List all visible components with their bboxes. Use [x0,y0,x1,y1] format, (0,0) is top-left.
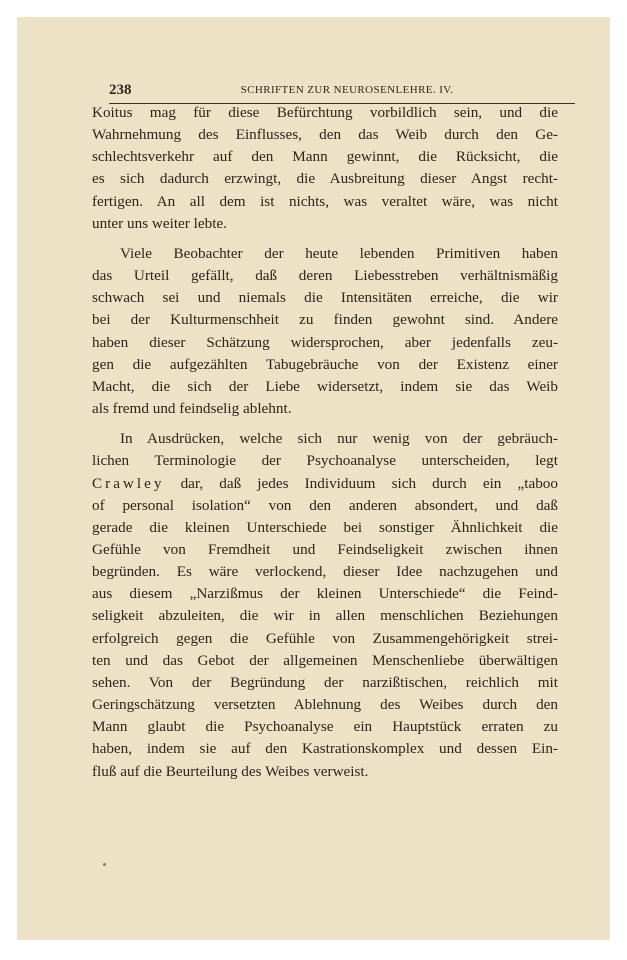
text-line: lichen Terminologie der Psychoanalyse unterscheiden, legt [92,452,558,470]
text-line: schlechtsverkehr auf den Mann gewinnt, die Rücksicht, die [92,148,558,166]
text-line: sehen. Von der Begründung der narzißtischen, reichlich mit [92,673,558,691]
text-fragment: dar, daß jedes Individuum sich durch ein „taboo [164,474,558,492]
page-header [109,81,575,104]
text-line: In Ausdrücken, welche sich nur wenig von der gebräuch- [120,430,558,448]
page-number: 238 [109,82,132,98]
text-line: gen die aufgezählten Tabugebräuche von der Existenz einer [92,355,558,373]
text-line: seligkeit abzuleiten, die wir in allen menschlichen Beziehungen [92,607,558,625]
paper-speck [103,863,106,866]
text-line: haben, indem sie auf den Kastrationskomplex und dessen Ein- [92,740,558,758]
text-line: fluß auf die Beurteilung des Weibes verweist. [92,762,369,780]
text-line: fertigen. An all dem ist nichts, was veraltet wäre, was nicht [92,192,558,210]
text-line: bei der Kulturmenschheit zu finden gewohnt sind. Andere [92,311,558,329]
text-line: begründen. Es wäre verlockend, dieser Idee nachzugehen und [92,563,558,581]
paragraph-3 [92,428,558,783]
text-line: es sich dadurch erzwingt, die Ausbreitung dieser Angst recht- [92,170,558,188]
text-line: Viele Beobachter der heute lebenden Primitiven haben [120,244,558,262]
text-line: erfolgreich gegen die Gefühle von Zusammengehörigkeit strei- [92,629,558,647]
text-line: schwach sei und niemals die Intensitäten erreiche, die wir [92,289,558,307]
paragraph-2 [92,243,558,420]
text-line: das Urteil gefällt, daß deren Liebesstreben verhältnismäßig [92,267,558,285]
text-line-with-author [92,473,558,495]
body-text [92,102,558,783]
text-line: Geringschätzung versetzten Ablehnung des Weibes durch den [92,696,558,714]
text-line: Gefühle von Fremdheit und Feindseligkeit zwischen ihnen [92,540,558,558]
text-line: unter uns weiter lebte. [92,214,227,232]
text-line: Macht, die sich der Liebe widersetzt, indem sie das Weib [92,377,558,395]
author-name: Crawley [92,474,165,492]
text-line: Koitus mag für diese Befürchtung vorbildlich sein, und die [92,104,558,121]
text-line: ten und das Gebot der allgemeinen Menschenliebe überwältigen [92,651,558,669]
text-line: aus diesem „Narzißmus der kleinen Unterschiede“ die Feind- [92,585,558,603]
text-line: Mann glaubt die Psychoanalyse ein Hauptstück erraten zu [92,718,558,736]
text-line: gerade die kleinen Unterschiede bei sonstiger Ähnlichkeit die [92,518,558,536]
text-line: haben dieser Schätzung widersprochen, aber jedenfalls zeu- [92,333,558,351]
text-line: of personal isolation“ von den anderen absondert, und daß [92,496,558,514]
paragraph-1 [92,102,558,235]
text-line: als fremd und feindselig ablehnt. [92,400,292,418]
running-head: SCHRIFTEN ZUR NEUROSENLEHRE. IV. [240,84,454,96]
text-line: Wahrnehmung des Einflusses, den das Weib durch den Ge- [92,126,558,144]
